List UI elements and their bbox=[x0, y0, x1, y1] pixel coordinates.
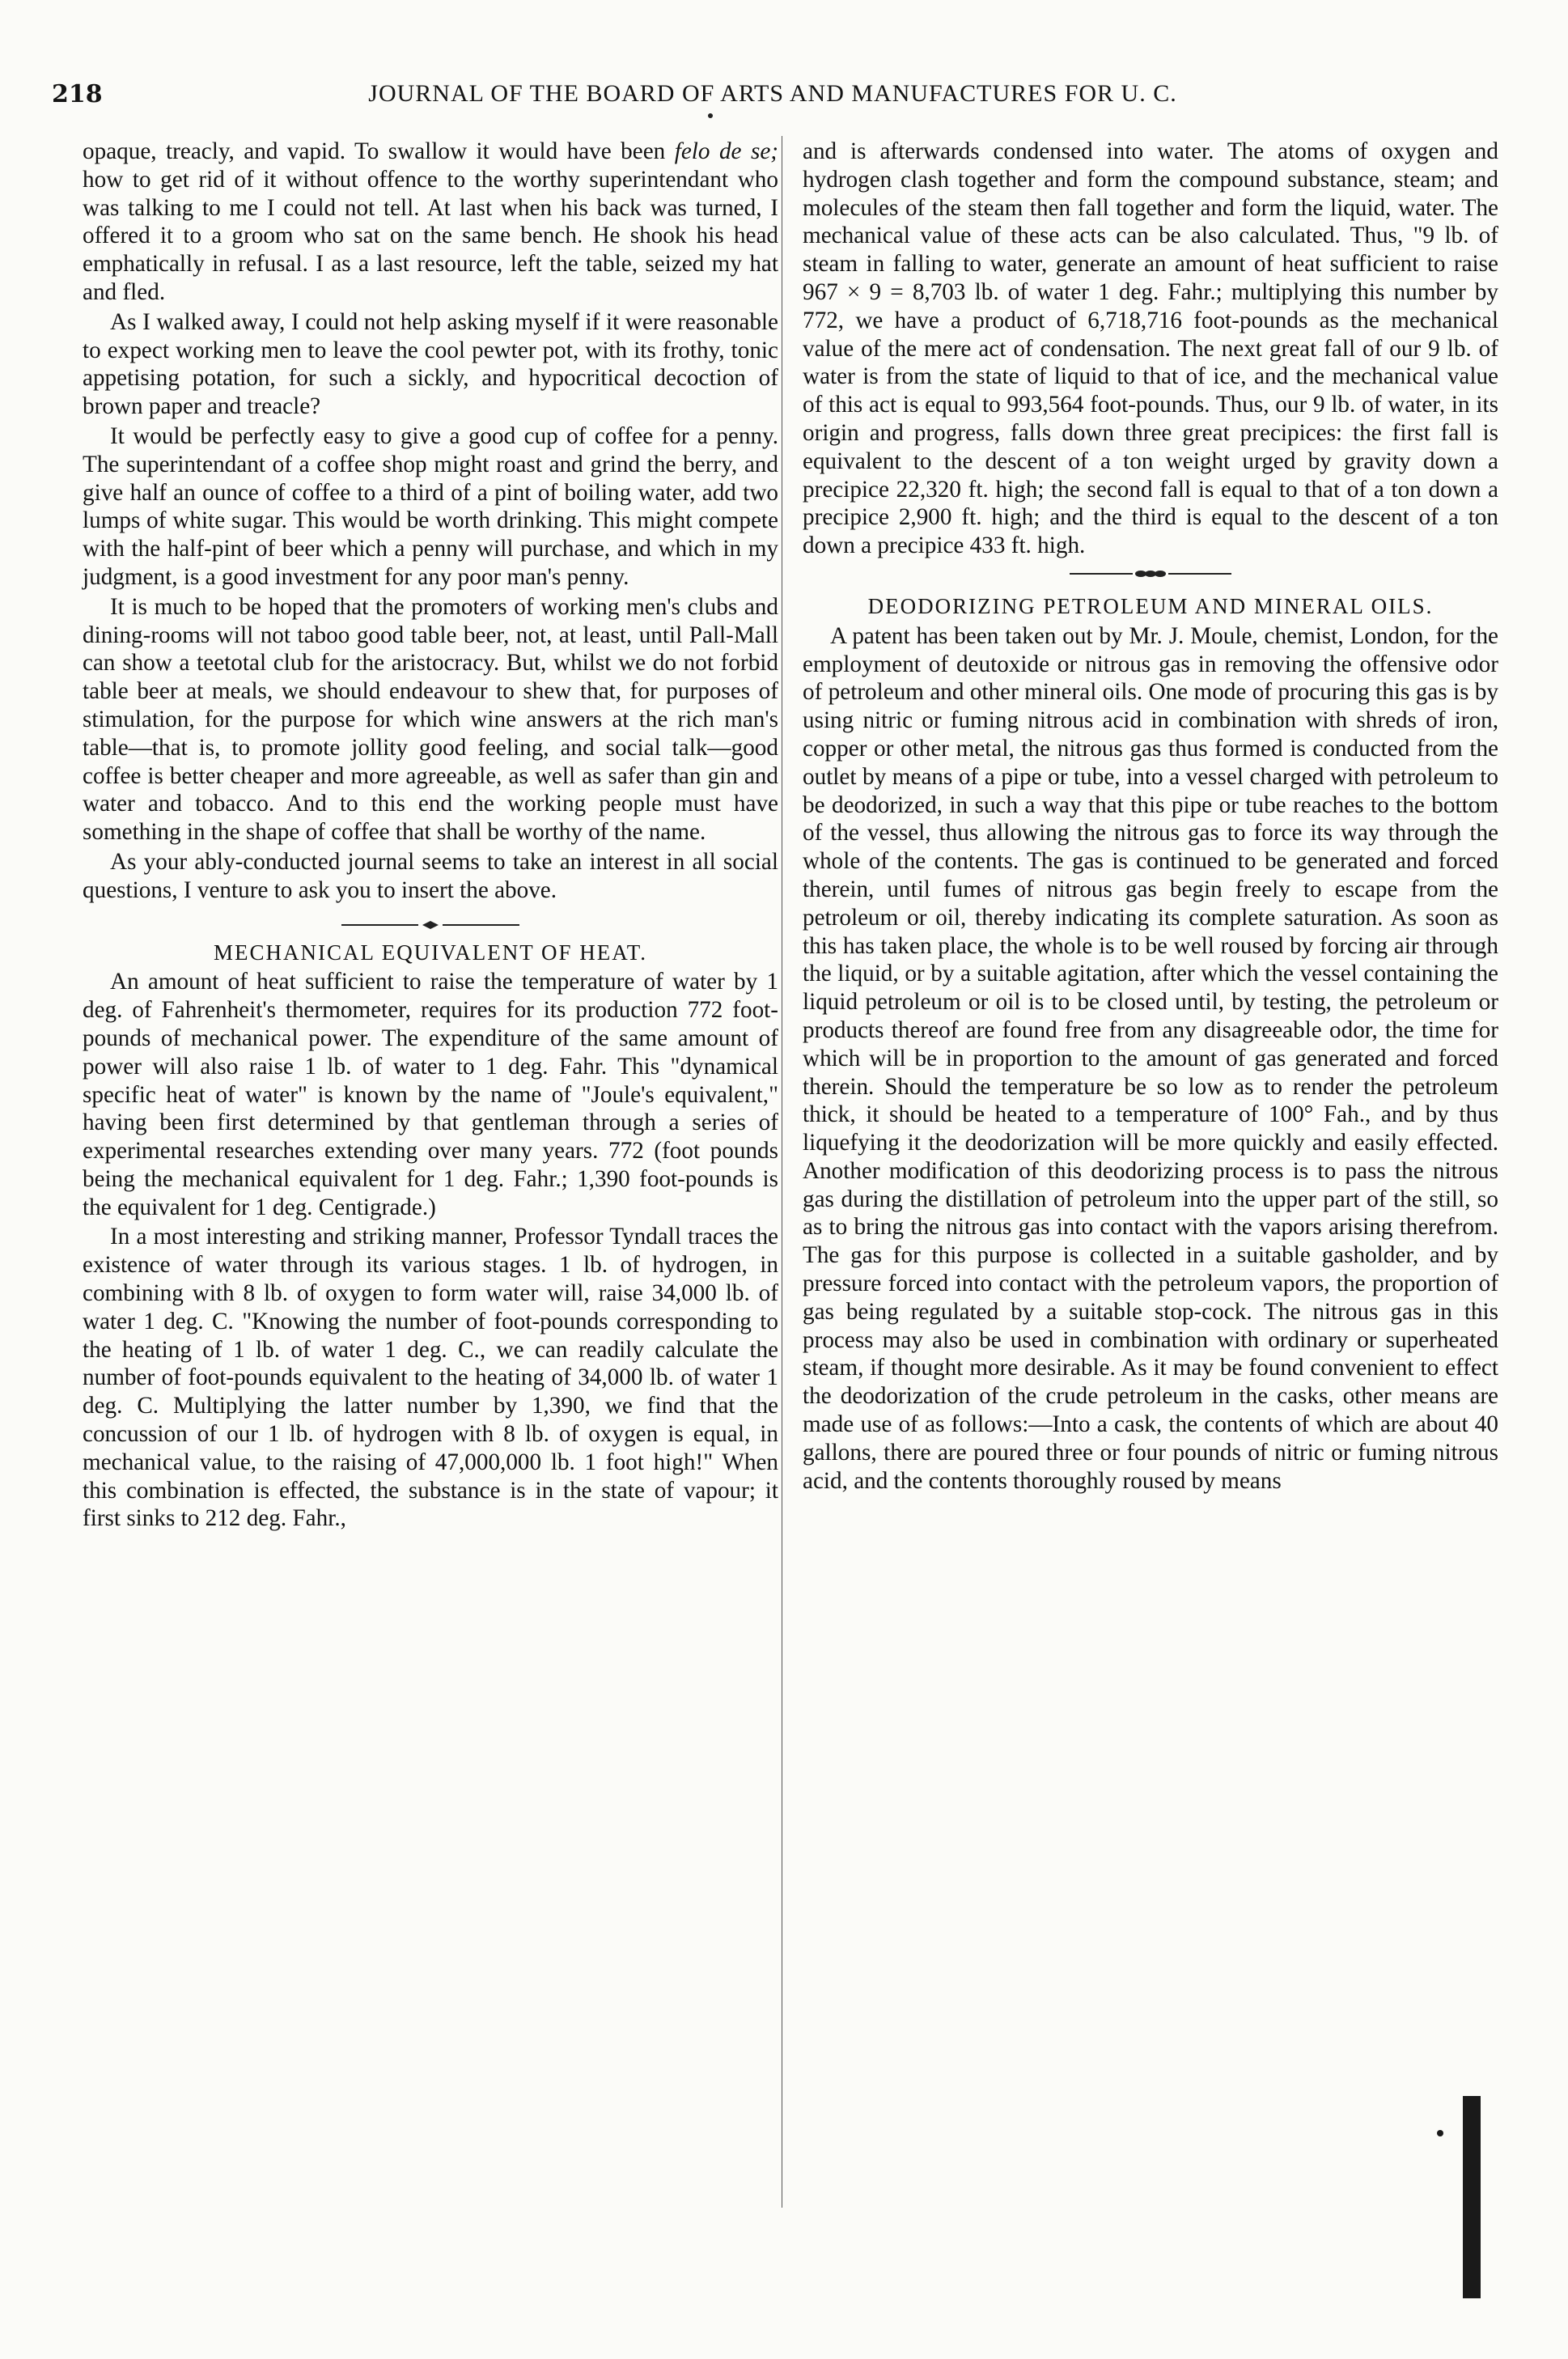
left-p1-text-a: opaque, treacly, and vapid. To swallow it would have been bbox=[83, 138, 675, 164]
left-p1-text-b: how to get rid of it without offence to the worthy superintendant who was talking to me I could not tell. At last when his back was turned, I offered it to a groom who sat on the same bench. He shook his head emphatically in refusal. I as a last resource, left the table, seized my hat and fled. bbox=[83, 166, 778, 305]
running-title: JOURNAL OF THE BOARD OF ARTS AND MANUFACTURES FOR U. C. bbox=[368, 80, 1177, 107]
left-paragraph-7: In a most interesting and striking manner, Professor Tyndall traces the existence of water through its various stages. 1 lb. of hydrogen, in combining with 8 lb. of oxygen to form water will, raise 34,000 lb. of water 1 deg. C. "Knowing the number of foot-pounds corresponding to the heating of 1 lb. of water 1 deg. C., we can readily calculate the number of foot-pounds equivalent to the heating of 34,000 lb. of water 1 deg. C. Multiplying the latter number by 1,390, we find that the concussion of our 1 lb. of hydrogen with 8 lb. of oxygen is equal, in mechanical value, to the raising of 47,000,000 lb. 1 foot high!" When this combination is effected, the substance is in the state of vapour; it first sinks to 212 deg. Fahr., bbox=[83, 1224, 778, 1532]
section-separator-ornament bbox=[341, 919, 519, 931]
left-column bbox=[83, 138, 778, 1533]
left-paragraph-1 bbox=[83, 138, 778, 307]
page-header bbox=[52, 70, 1494, 118]
margin-bar-mark bbox=[1463, 2096, 1481, 2298]
left-paragraph-3: It would be perfectly easy to give a good cup of coffee for a penny. The superintendant of a coffee shop might roast and grind the berry, and give half an ounce of coffee to a third of a pint of boiling water, add two lumps of white sugar. This would be worth drinking. This might compete with the half-pint of beer which a penny will purchase, and which in my judgment, is a good investment for any poor man's penny. bbox=[83, 422, 778, 590]
right-paragraph-1: and is afterwards condensed into water. The atoms of oxygen and hydrogen clash together and form the compound substance, steam; and molecules of the steam then fall together and form the liquid, water. The mechanical value of these acts can be also calculated. Thus, "9 lb. of steam in falling to water, generate an amount of heat sufficient to raise 967 × 9 = 8,703 lb. of water 1 deg. Fahr.; multiplying this number by 772, we have a product of 6,718,716 foot-pounds as the mechanical value of the mere act of condensation. The next great fall of our 9 lb. of water is from the state of liquid to that of ice, and the mechanical value of this act is equal to 993,564 foot-pounds. Thus, our 9 lb. of water, in its origin and progress, falls down three great precipices: the first fall is equivalent to the descent of a ton weight urged by gravity down a precipice 22,320 ft. high; the second fall is equal to that of a ton down a precipice 2,900 ft. high; and the third is equal to the descent of a ton down a precipice 433 ft. high. bbox=[803, 138, 1498, 559]
right-paragraph-2: A patent has been taken out by Mr. J. Moule, chemist, London, for the employment of deutoxide or nitrous gas in removing the offensive odor of petroleum and other mineral oils. One mode of procuring this gas is by using nitric or fuming nitrous acid in combination with shreds of iron, copper or other metal, the nitrous gas thus formed is conducted from the outlet by means of a pipe or tube, into a vessel charged with petroleum to be deodorized, in such a way that this pipe or tube reaches to the bottom of the vessel, thus allowing the nitrous gas to force its way through the whole of the contents. The gas is continued to be generated and forced therein, until fumes of nitrous gas begin freely to escape from the petroleum or oil, thereby indicating its complete saturation. As soon as this has taken place, the whole is to be well roused by forcing air through the liquid, or by a suitable agitation, after which the vessel containing the liquid petroleum or oil is to be closed until, by testing, the petroleum or products thereof are found free from any disagreeable odor, the time for which will be in proportion to the amount of gas generated and forced therein. Should the temperature be so low as to render the petroleum thick, it should be heated to a temperature of 100° Fah., and by thus liquefying it the deodorization will be more quickly and easily effected. Another modification of this deodorizing process is to pass the nitrous gas during the distillation of petroleum into the upper part of the still, so as to bring the nitrous gas into contact with the vapors arising therefrom. The gas for this purpose is collected in a suitable gasholder, and by pressure forced into contact with the petroleum vapors, the proportion of gas being regulated by a suitable stop-cock. The nitrous gas in this process may also be used in combination with ordinary or superheated steam, if thought more desirable. As it may be found convenient to effect the deodorization of the crude petroleum in the casks, other means are made use of as follows:—Into a cask, the contents of which are about 40 gallons, there are poured three or four pounds of nitric or fuming nitrous acid, and the contents thoroughly roused by means bbox=[803, 622, 1498, 1494]
left-paragraph-6: An amount of heat sufficient to raise the temperature of water by 1 deg. of Fahrenheit's thermometer, requires for its production 772 foot-pounds of mechanical power. The expenditure of the same amount of power will also raise 1 lb. of water to 1 deg. Fahr. This "dynamical specific heat of water" is known by the name of "Joule's equivalent," having been first determined by that gentleman through a series of experimental researches extending over many years. 772 (foot pounds being the mechanical equivalent for 1 deg. Fahr.; 1,390 foot-pounds is the equivalent for 1 deg. Centigrade.) bbox=[83, 969, 778, 1220]
left-p1-italic: felo de se; bbox=[674, 138, 778, 164]
margin-dot bbox=[1437, 2130, 1443, 2136]
section-heading-heat: MECHANICAL EQUIVALENT OF HEAT. bbox=[214, 940, 647, 965]
page-number: 218 bbox=[52, 79, 103, 108]
left-paragraph-2: As I walked away, I could not help asking myself if it were reasonable to expect working men to leave the cool pewter pot, with its frothy, tonic appetising potation, for such a sickly, and hypocritical decoction of brown paper and treacle? bbox=[83, 308, 778, 420]
left-paragraph-4: It is much to be hoped that the promoters of working men's clubs and dining-rooms will not taboo good table beer, not, at least, until Pall-Mall can show a teetotal club for the aristocracy. But, whilst we do not forbid table beer at meals, we should endeavour to shew that, for purposes of stimulation, for the purpose for which wine answers at the rich man's table—that is, to promote jollity good feeling, and social talk—good coffee is better cheaper and more agreeable, as well as safer than gin and water and tobacco. And to this end the working people must have something in the shape of coffee that shall be worthy of the name. bbox=[83, 593, 778, 846]
header-ornament-dot bbox=[708, 113, 713, 118]
section-heading-petroleum: DEODORIZING PETROLEUM AND MINERAL OILS. bbox=[867, 593, 1434, 618]
section-separator-bar bbox=[1070, 570, 1231, 578]
right-column bbox=[803, 138, 1498, 1495]
left-paragraph-5: As your ably-conducted journal seems to take an interest in all social questions, I venture to ask you to insert the above. bbox=[83, 848, 778, 903]
